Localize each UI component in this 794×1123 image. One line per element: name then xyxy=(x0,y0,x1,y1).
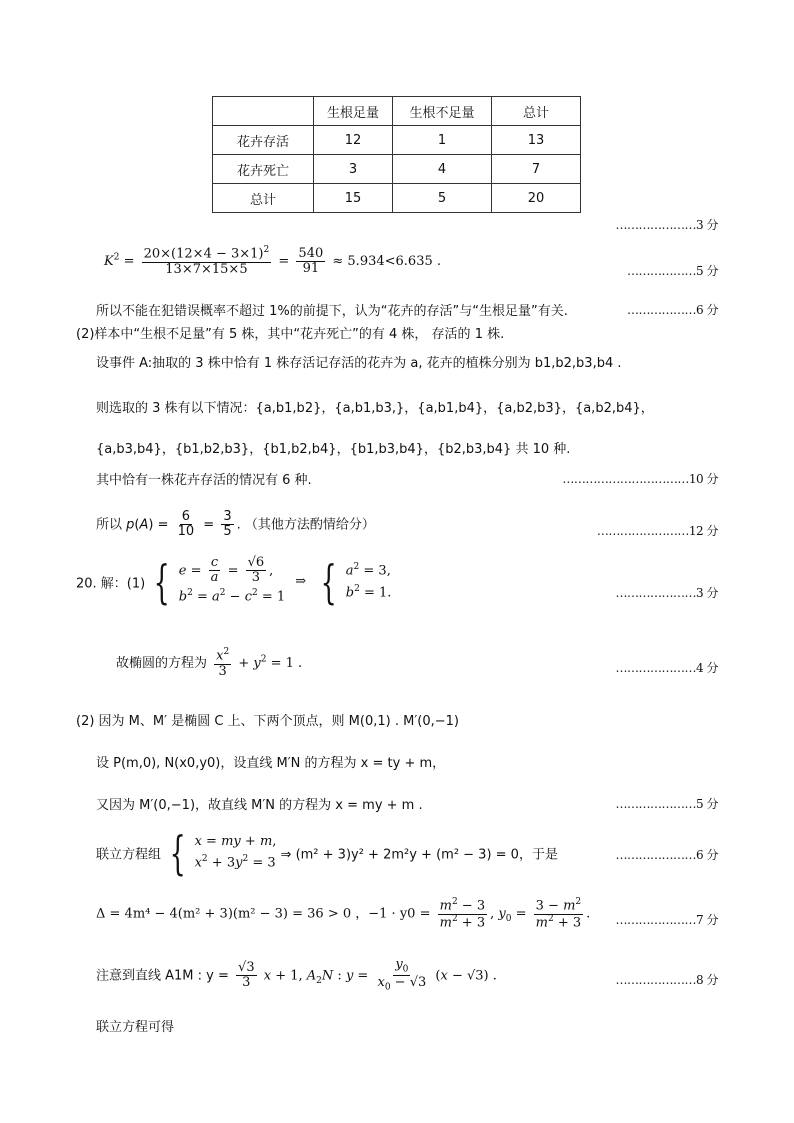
part2-intro: (2)样本中“生根不足量”有 5 株，其中“花卉死亡”的有 4 株， 存活的 1 株. xyxy=(76,327,505,342)
header-cell: 生根足量 xyxy=(314,97,393,126)
ellipse-equation: 故椭圆的方程为 $\frac{x^2}{3}$ + $y^2 = 1$ . xyxy=(116,647,303,679)
k2-formula: $K^2$ = $\frac{20\times(12\times 4 - 3\times 1)^2}{13\times 7\times 15\times 5}$ = $\frac{540}{91}$ ≈ 5.934<6.635 . xyxy=(104,245,442,277)
score-marker: …………………5 分 xyxy=(615,797,718,811)
score-marker: …………………6 分 xyxy=(615,848,718,862)
header-cell xyxy=(213,97,314,126)
table-row xyxy=(213,155,581,184)
final-line: 联立方程可得 xyxy=(96,1020,175,1035)
table-cell: 15 xyxy=(314,184,393,213)
header-cell: 总计 xyxy=(492,97,581,126)
part2-line-3: 又因为 M′(0,−1)，故直线 M′N 的方程为 x = my + m . xyxy=(96,798,423,813)
delta-line: Δ = 4m⁴ − 4(m² + 3)(m² − 3) = 36 > 0 ，−1 · y0 = $\frac{m^2 - 3}{m^2 + 3}$ , $y_0$ = $\frac{3 - m^2}{m^2 + 3}$ . xyxy=(96,897,591,930)
row-label: 花卉死亡 xyxy=(213,155,314,184)
row-label: 花卉存活 xyxy=(213,126,314,155)
probability-note: （其他方法酌情给分） xyxy=(244,517,375,533)
table-cell: 4 xyxy=(393,155,492,184)
part2-line-2: 设 P(m,0), N(x0,y0)，设直线 M′N 的方程为 x = ty + m， xyxy=(96,756,446,771)
score-marker: ………………6 分 xyxy=(627,303,718,317)
cases-line-2: {a,b3,b4}，{b1,b2,b3}，{b1,b2,b4}，{b1,b3,b4}，{b2,b3,b4} 共 10 种. xyxy=(96,442,571,457)
k2-result: ≈ 5.934<6.635 . xyxy=(332,253,442,269)
q20-part1: 20. 解：(1) { e = $\frac{c}{a}$ = $\frac{√6}{3}$ , $b^2 = a^2 - c^2 = 1$ ⇒ { $a^2 = 3$, $b^2 = 1$. xyxy=(76,554,392,609)
score-marker: …………………3 分 xyxy=(615,586,718,600)
row-label: 总计 xyxy=(213,184,314,213)
q20-label: 20. 解：(1) xyxy=(76,576,146,592)
header-cell: 生根不足量 xyxy=(393,97,492,126)
score-marker: ……………………12 分 xyxy=(596,524,718,538)
table-row xyxy=(213,184,581,213)
table-header-row xyxy=(213,97,581,126)
score-marker: …………………7 分 xyxy=(615,913,718,927)
event-definition: 设事件 A:抽取的 3 株中恰有 1 株存活记存活的花卉为 a, 花卉的植株分别为 b1,b2,b3,b4 . xyxy=(96,356,622,371)
score-marker: ………………5 分 xyxy=(627,264,718,278)
table-cell: 1 xyxy=(393,126,492,155)
score-marker: …………………4 分 xyxy=(615,661,718,675)
contingency-table xyxy=(212,96,581,213)
table-cell: 5 xyxy=(393,184,492,213)
table-row xyxy=(213,126,581,155)
lines-note: 注意到直线 A1M : y = $\frac{√3}{3}$ x + 1, $A_2N$ : y = $\frac{y_0}{x_0 - √3}$ (x − √3) . xyxy=(96,957,497,994)
conclusion-text: 所以不能在犯错误概率不超过 1%的前提下，认为“花卉的存活”与“生根足量”有关. xyxy=(96,304,568,319)
exact-one-text: 其中恰有一株花卉存活的情况有 6 种. xyxy=(96,473,312,488)
table-cell: 12 xyxy=(314,126,393,155)
probability-formula: 所以 p(A) = $\frac{6}{10}$ = $\frac{3}{5}$ . （其他方法酌情给分） xyxy=(96,509,375,540)
table-cell: 20 xyxy=(492,184,581,213)
table-cell: 13 xyxy=(492,126,581,155)
cases-line-1: 则选取的 3 株有以下情况：{a,b1,b2}，{a,b1,b3,}，{a,b1,b4}，{a,b2,b3}，{a,b2,b4}， xyxy=(96,401,654,416)
score-marker: …………………8 分 xyxy=(615,973,718,987)
part2-line-1: (2) 因为 M、M′ 是椭圆 C 上、下两个顶点，则 M(0,1) . M′(0,−1) xyxy=(76,714,459,729)
score-marker: …………………3 分 xyxy=(615,218,718,232)
system-equations: 联立方程组 { x = my + m, $x^2 + 3y^2 = 3$ ⇒ (m² + 3)y² + 2m²y + (m² − 3) = 0，于是 xyxy=(96,826,558,880)
table-cell: 7 xyxy=(492,155,581,184)
score-marker: ……………………………10 分 xyxy=(562,472,718,486)
table-cell: 3 xyxy=(314,155,393,184)
